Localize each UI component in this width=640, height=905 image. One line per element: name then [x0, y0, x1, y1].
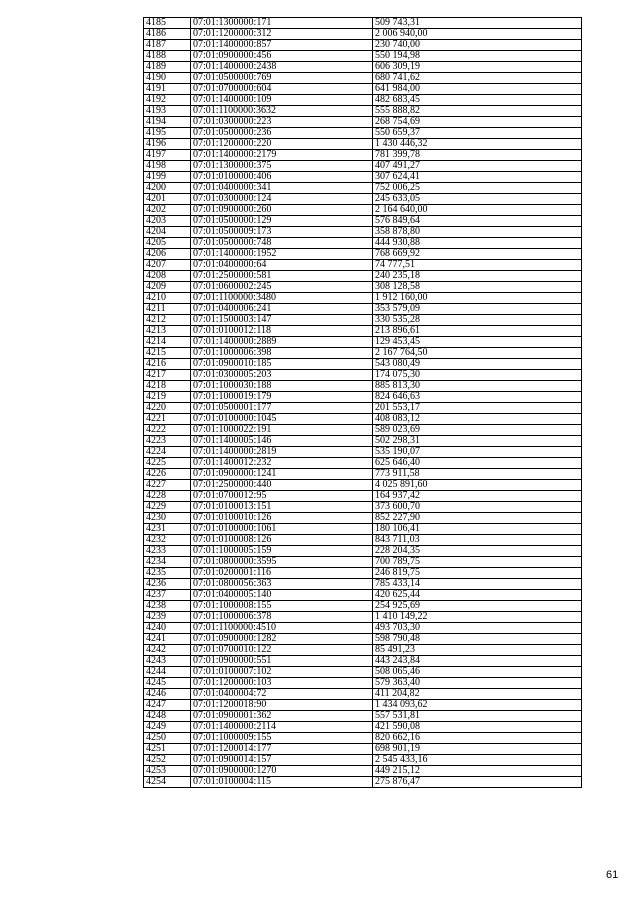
table-row — [144, 590, 582, 601]
cadastral-number-cell: 07:01:0100007:102 — [191, 667, 373, 678]
table-row — [144, 733, 582, 744]
row-number-cell: 4211 — [144, 304, 191, 315]
table-row — [144, 700, 582, 711]
row-number-cell: 4236 — [144, 579, 191, 590]
cadastral-number-cell: 07:01:0300000:124 — [191, 194, 373, 205]
cadastral-number-cell: 07:01:1000009:155 — [191, 733, 373, 744]
row-number-cell: 4216 — [144, 359, 191, 370]
cadastral-number-cell: 07:01:0100010:126 — [191, 513, 373, 524]
cadastral-value-cell: 420 625,44 — [373, 590, 582, 601]
table-row — [144, 689, 582, 700]
row-number-cell: 4250 — [144, 733, 191, 744]
cadastral-value-cell: 308 128,58 — [373, 282, 582, 293]
cadastral-value-cell: 598 790,48 — [373, 634, 582, 645]
table-row — [144, 238, 582, 249]
cadastral-number-cell: 07:01:0900001:362 — [191, 711, 373, 722]
row-number-cell: 4200 — [144, 183, 191, 194]
row-number-cell: 4231 — [144, 524, 191, 535]
cadastral-value-cell: 129 453,45 — [373, 337, 582, 348]
cadastral-number-cell: 07:01:1400000:2819 — [191, 447, 373, 458]
table-row — [144, 359, 582, 370]
cadastral-value-cell: 700 789,75 — [373, 557, 582, 568]
table-row — [144, 205, 582, 216]
table-row — [144, 403, 582, 414]
row-number-cell: 4212 — [144, 315, 191, 326]
table-row — [144, 304, 582, 315]
cadastral-number-cell: 07:01:1200018:90 — [191, 700, 373, 711]
cadastral-number-cell: 07:01:0500000:769 — [191, 73, 373, 84]
cadastral-value-cell: 1 434 093,62 — [373, 700, 582, 711]
cadastral-value-cell: 2 006 940,00 — [373, 29, 582, 40]
table-row — [144, 161, 582, 172]
table-row — [144, 491, 582, 502]
cadastral-number-cell: 07:01:0100000:406 — [191, 172, 373, 183]
cadastral-value-cell: 768 669,92 — [373, 249, 582, 260]
row-number-cell: 4188 — [144, 51, 191, 62]
row-number-cell: 4199 — [144, 172, 191, 183]
cadastral-number-cell: 07:01:1400005:146 — [191, 436, 373, 447]
cadastral-value-cell: 1 410 149,22 — [373, 612, 582, 623]
row-number-cell: 4230 — [144, 513, 191, 524]
table-row — [144, 447, 582, 458]
table-row — [144, 711, 582, 722]
cadastral-value-cell: 307 624,41 — [373, 172, 582, 183]
row-number-cell: 4189 — [144, 62, 191, 73]
table-row — [144, 84, 582, 95]
cadastral-number-cell: 07:01:0900000:1282 — [191, 634, 373, 645]
cadastral-value-cell: 373 600,70 — [373, 502, 582, 513]
cadastral-value-cell: 268 754,69 — [373, 117, 582, 128]
row-number-cell: 4204 — [144, 227, 191, 238]
cadastral-number-cell: 07:01:1400000:109 — [191, 95, 373, 106]
cadastral-value-cell: 550 194,98 — [373, 51, 582, 62]
table-row — [144, 216, 582, 227]
row-number-cell: 4191 — [144, 84, 191, 95]
table-row — [144, 458, 582, 469]
cadastral-value-cell: 1 912 160,00 — [373, 293, 582, 304]
table-row — [144, 524, 582, 535]
cadastral-value-cell: 785 433,14 — [373, 579, 582, 590]
row-number-cell: 4251 — [144, 744, 191, 755]
cadastral-value-cell: 449 215,12 — [373, 766, 582, 777]
row-number-cell: 4239 — [144, 612, 191, 623]
table-row — [144, 139, 582, 150]
cadastral-number-cell: 07:01:0900000:260 — [191, 205, 373, 216]
cadastral-value-cell: 245 633,05 — [373, 194, 582, 205]
table-row — [144, 656, 582, 667]
row-number-cell: 4240 — [144, 623, 191, 634]
cadastral-number-cell: 07:01:0100012:118 — [191, 326, 373, 337]
cadastral-number-cell: 07:01:0200001:116 — [191, 568, 373, 579]
row-number-cell: 4229 — [144, 502, 191, 513]
row-number-cell: 4207 — [144, 260, 191, 271]
row-number-cell: 4224 — [144, 447, 191, 458]
cadastral-value-cell: 254 925,69 — [373, 601, 582, 612]
table-row — [144, 425, 582, 436]
cadastral-number-cell: 07:01:0500001:177 — [191, 403, 373, 414]
row-number-cell: 4218 — [144, 381, 191, 392]
cadastral-value-cell: 164 937,42 — [373, 491, 582, 502]
cadastral-number-cell: 07:01:1200000:220 — [191, 139, 373, 150]
cadastral-value-cell: 407 491,27 — [373, 161, 582, 172]
row-number-cell: 4187 — [144, 40, 191, 51]
table-row — [144, 293, 582, 304]
cadastral-number-cell: 07:01:1000006:378 — [191, 612, 373, 623]
table-row — [144, 29, 582, 40]
row-number-cell: 4203 — [144, 216, 191, 227]
cadastral-number-cell: 07:01:0700010:122 — [191, 645, 373, 656]
row-number-cell: 4217 — [144, 370, 191, 381]
table-row — [144, 722, 582, 733]
row-number-cell: 4228 — [144, 491, 191, 502]
row-number-cell: 4238 — [144, 601, 191, 612]
cadastral-number-cell: 07:01:1400000:2889 — [191, 337, 373, 348]
table-row — [144, 579, 582, 590]
cadastral-number-cell: 07:01:1500003:147 — [191, 315, 373, 326]
cadastral-value-cell: 408 083,12 — [373, 414, 582, 425]
table-row — [144, 546, 582, 557]
cadastral-number-cell: 07:01:0100008:126 — [191, 535, 373, 546]
cadastral-value-cell: 2 164 640,00 — [373, 205, 582, 216]
cadastral-number-cell: 07:01:1100000:3480 — [191, 293, 373, 304]
cadastral-number-cell: 07:01:0800000:3595 — [191, 557, 373, 568]
row-number-cell: 4241 — [144, 634, 191, 645]
row-number-cell: 4192 — [144, 95, 191, 106]
cadastral-value-cell: 246 819,75 — [373, 568, 582, 579]
row-number-cell: 4205 — [144, 238, 191, 249]
table-row — [144, 480, 582, 491]
cadastral-value-table — [143, 17, 582, 788]
cadastral-number-cell: 07:01:0400006:241 — [191, 304, 373, 315]
row-number-cell: 4252 — [144, 755, 191, 766]
cadastral-value-cell: 1 430 446,32 — [373, 139, 582, 150]
cadastral-number-cell: 07:01:0400000:64 — [191, 260, 373, 271]
table-row — [144, 62, 582, 73]
row-number-cell: 4220 — [144, 403, 191, 414]
cadastral-number-cell: 07:01:0100013:151 — [191, 502, 373, 513]
row-number-cell: 4210 — [144, 293, 191, 304]
table-row — [144, 227, 582, 238]
table-row — [144, 128, 582, 139]
table-row — [144, 535, 582, 546]
table-row — [144, 95, 582, 106]
cadastral-number-cell: 07:01:1400000:2114 — [191, 722, 373, 733]
row-number-cell: 4202 — [144, 205, 191, 216]
row-number-cell: 4206 — [144, 249, 191, 260]
cadastral-value-cell: 852 227,90 — [373, 513, 582, 524]
row-number-cell: 4226 — [144, 469, 191, 480]
cadastral-number-cell: 07:01:0900000:456 — [191, 51, 373, 62]
table-row — [144, 601, 582, 612]
row-number-cell: 4237 — [144, 590, 191, 601]
row-number-cell: 4198 — [144, 161, 191, 172]
table-row — [144, 337, 582, 348]
row-number-cell: 4186 — [144, 29, 191, 40]
row-number-cell: 4213 — [144, 326, 191, 337]
cadastral-value-cell: 698 901,19 — [373, 744, 582, 755]
cadastral-value-cell: 240 235,18 — [373, 271, 582, 282]
cadastral-number-cell: 07:01:1000022:191 — [191, 425, 373, 436]
row-number-cell: 4223 — [144, 436, 191, 447]
table-row — [144, 645, 582, 656]
cadastral-value-cell: 228 204,35 — [373, 546, 582, 557]
cadastral-value-cell: 843 711,03 — [373, 535, 582, 546]
table-row — [144, 183, 582, 194]
cadastral-number-cell: 07:01:1400000:2179 — [191, 150, 373, 161]
cadastral-value-cell: 781 399,78 — [373, 150, 582, 161]
cadastral-number-cell: 07:01:1100000:4510 — [191, 623, 373, 634]
cadastral-value-cell: 444 930,88 — [373, 238, 582, 249]
cadastral-number-cell: 07:01:0900014:157 — [191, 755, 373, 766]
cadastral-value-cell: 509 743,31 — [373, 18, 582, 29]
cadastral-number-cell: 07:01:2500000:581 — [191, 271, 373, 282]
cadastral-value-cell: 353 579,09 — [373, 304, 582, 315]
cadastral-value-cell: 579 363,40 — [373, 678, 582, 689]
row-number-cell: 4246 — [144, 689, 191, 700]
cadastral-value-cell: 641 984,00 — [373, 84, 582, 95]
row-number-cell: 4196 — [144, 139, 191, 150]
page-number: 61 — [606, 869, 619, 881]
table-row — [144, 755, 582, 766]
cadastral-value-cell: 535 190,07 — [373, 447, 582, 458]
table-row — [144, 414, 582, 425]
row-number-cell: 4227 — [144, 480, 191, 491]
table-row — [144, 502, 582, 513]
cadastral-value-cell: 555 888,82 — [373, 106, 582, 117]
table-row — [144, 513, 582, 524]
table-row — [144, 766, 582, 777]
cadastral-value-cell: 606 309,19 — [373, 62, 582, 73]
cadastral-value-cell: 411 204,82 — [373, 689, 582, 700]
row-number-cell: 4197 — [144, 150, 191, 161]
cadastral-value-cell: 213 896,61 — [373, 326, 582, 337]
row-number-cell: 4243 — [144, 656, 191, 667]
cadastral-value-cell: 550 659,37 — [373, 128, 582, 139]
cadastral-number-cell: 07:01:0100004:115 — [191, 777, 373, 788]
row-number-cell: 4221 — [144, 414, 191, 425]
row-number-cell: 4234 — [144, 557, 191, 568]
row-number-cell: 4208 — [144, 271, 191, 282]
cadastral-value-cell: 820 662,16 — [373, 733, 582, 744]
table-row — [144, 260, 582, 271]
cadastral-number-cell: 07:01:0700000:604 — [191, 84, 373, 95]
cadastral-value-cell: 576 849,64 — [373, 216, 582, 227]
table-row — [144, 51, 582, 62]
cadastral-value-cell: 589 023,69 — [373, 425, 582, 436]
table-row — [144, 381, 582, 392]
table-row — [144, 436, 582, 447]
cadastral-value-cell: 824 646,63 — [373, 392, 582, 403]
table-row — [144, 623, 582, 634]
cadastral-number-cell: 07:01:0500000:129 — [191, 216, 373, 227]
cadastral-value-cell: 752 006,25 — [373, 183, 582, 194]
cadastral-value-cell: 230 740,00 — [373, 40, 582, 51]
table-row — [144, 348, 582, 359]
cadastral-number-cell: 07:01:0900010:185 — [191, 359, 373, 370]
cadastral-value-cell: 85 491,23 — [373, 645, 582, 656]
table-row — [144, 40, 582, 51]
cadastral-value-cell: 543 080,49 — [373, 359, 582, 370]
table-row — [144, 282, 582, 293]
row-number-cell: 4190 — [144, 73, 191, 84]
cadastral-value-cell: 358 878,80 — [373, 227, 582, 238]
cadastral-number-cell: 07:01:1200000:312 — [191, 29, 373, 40]
cadastral-value-cell: 773 911,58 — [373, 469, 582, 480]
cadastral-number-cell: 07:01:1400012:232 — [191, 458, 373, 469]
table-row — [144, 744, 582, 755]
table-row — [144, 370, 582, 381]
table-row — [144, 469, 582, 480]
table-row — [144, 150, 582, 161]
row-number-cell: 4219 — [144, 392, 191, 403]
cadastral-value-cell: 74 777,51 — [373, 260, 582, 271]
row-number-cell: 4249 — [144, 722, 191, 733]
row-number-cell: 4193 — [144, 106, 191, 117]
cadastral-number-cell: 07:01:0500000:748 — [191, 238, 373, 249]
table-body — [144, 18, 582, 788]
row-number-cell: 4242 — [144, 645, 191, 656]
table-row — [144, 557, 582, 568]
row-number-cell: 4225 — [144, 458, 191, 469]
row-number-cell: 4214 — [144, 337, 191, 348]
cadastral-number-cell: 07:01:0600002:245 — [191, 282, 373, 293]
cadastral-number-cell: 07:01:0400000:341 — [191, 183, 373, 194]
cadastral-number-cell: 07:01:0500009:173 — [191, 227, 373, 238]
cadastral-number-cell: 07:01:1000006:398 — [191, 348, 373, 359]
cadastral-value-cell: 174 075,30 — [373, 370, 582, 381]
table-row — [144, 678, 582, 689]
cadastral-number-cell: 07:01:0100000:1061 — [191, 524, 373, 535]
cadastral-number-cell: 07:01:0700012:95 — [191, 491, 373, 502]
table-row — [144, 667, 582, 678]
cadastral-value-cell: 493 703,30 — [373, 623, 582, 634]
row-number-cell: 4245 — [144, 678, 191, 689]
cadastral-number-cell: 07:01:1100000:3632 — [191, 106, 373, 117]
cadastral-value-cell: 421 590,08 — [373, 722, 582, 733]
cadastral-value-cell: 443 243,84 — [373, 656, 582, 667]
table-row — [144, 117, 582, 128]
cadastral-value-cell: 180 106,41 — [373, 524, 582, 535]
cadastral-number-cell: 07:01:0900000:1270 — [191, 766, 373, 777]
cadastral-value-cell: 508 065,46 — [373, 667, 582, 678]
cadastral-number-cell: 07:01:1000019:179 — [191, 392, 373, 403]
table-row — [144, 315, 582, 326]
row-number-cell: 4194 — [144, 117, 191, 128]
table-row — [144, 777, 582, 788]
cadastral-number-cell: 07:01:1400000:1952 — [191, 249, 373, 260]
row-number-cell: 4254 — [144, 777, 191, 788]
table-row — [144, 568, 582, 579]
cadastral-value-cell: 2 545 433,16 — [373, 755, 582, 766]
cadastral-number-cell: 07:01:0800056:363 — [191, 579, 373, 590]
row-number-cell: 4185 — [144, 18, 191, 29]
row-number-cell: 4222 — [144, 425, 191, 436]
table-row — [144, 392, 582, 403]
cadastral-number-cell: 07:01:2500000:440 — [191, 480, 373, 491]
row-number-cell: 4248 — [144, 711, 191, 722]
table-row — [144, 73, 582, 84]
cadastral-number-cell: 07:01:0100000:1045 — [191, 414, 373, 425]
cadastral-number-cell: 07:01:1000030:188 — [191, 381, 373, 392]
cadastral-number-cell: 07:01:1200000:103 — [191, 678, 373, 689]
cadastral-number-cell: 07:01:0400005:140 — [191, 590, 373, 601]
cadastral-number-cell: 07:01:0400004:72 — [191, 689, 373, 700]
table-row — [144, 172, 582, 183]
row-number-cell: 4201 — [144, 194, 191, 205]
cadastral-number-cell: 07:01:0900000:551 — [191, 656, 373, 667]
cadastral-number-cell: 07:01:0500000:236 — [191, 128, 373, 139]
row-number-cell: 4195 — [144, 128, 191, 139]
table-row — [144, 634, 582, 645]
cadastral-value-cell: 680 741,62 — [373, 73, 582, 84]
row-number-cell: 4253 — [144, 766, 191, 777]
cadastral-value-cell: 625 646,40 — [373, 458, 582, 469]
table-row — [144, 194, 582, 205]
table-row — [144, 249, 582, 260]
cadastral-value-cell: 330 535,28 — [373, 315, 582, 326]
cadastral-value-cell: 557 531,81 — [373, 711, 582, 722]
cadastral-number-cell: 07:01:1000005:159 — [191, 546, 373, 557]
table-row — [144, 106, 582, 117]
table-row — [144, 271, 582, 282]
cadastral-value-cell: 201 553,17 — [373, 403, 582, 414]
cadastral-number-cell: 07:01:0300000:223 — [191, 117, 373, 128]
row-number-cell: 4244 — [144, 667, 191, 678]
cadastral-number-cell: 07:01:1400000:2438 — [191, 62, 373, 73]
cadastral-number-cell: 07:01:1000008:155 — [191, 601, 373, 612]
cadastral-number-cell: 07:01:0900000:1241 — [191, 469, 373, 480]
row-number-cell: 4247 — [144, 700, 191, 711]
cadastral-number-cell: 07:01:1300000:171 — [191, 18, 373, 29]
row-number-cell: 4232 — [144, 535, 191, 546]
cadastral-value-cell: 275 876,47 — [373, 777, 582, 788]
cadastral-number-cell: 07:01:0300005:203 — [191, 370, 373, 381]
cadastral-value-cell: 4 025 891,60 — [373, 480, 582, 491]
cadastral-number-cell: 07:01:1200014:177 — [191, 744, 373, 755]
row-number-cell: 4235 — [144, 568, 191, 579]
cadastral-number-cell: 07:01:1300000:375 — [191, 161, 373, 172]
row-number-cell: 4233 — [144, 546, 191, 557]
cadastral-value-cell: 502 298,31 — [373, 436, 582, 447]
cadastral-number-cell: 07:01:1400000:857 — [191, 40, 373, 51]
cadastral-value-cell: 2 167 764,50 — [373, 348, 582, 359]
table-row — [144, 612, 582, 623]
cadastral-value-cell: 885 813,30 — [373, 381, 582, 392]
row-number-cell: 4209 — [144, 282, 191, 293]
row-number-cell: 4215 — [144, 348, 191, 359]
table-row — [144, 326, 582, 337]
table-row — [144, 18, 582, 29]
cadastral-value-cell: 482 683,45 — [373, 95, 582, 106]
